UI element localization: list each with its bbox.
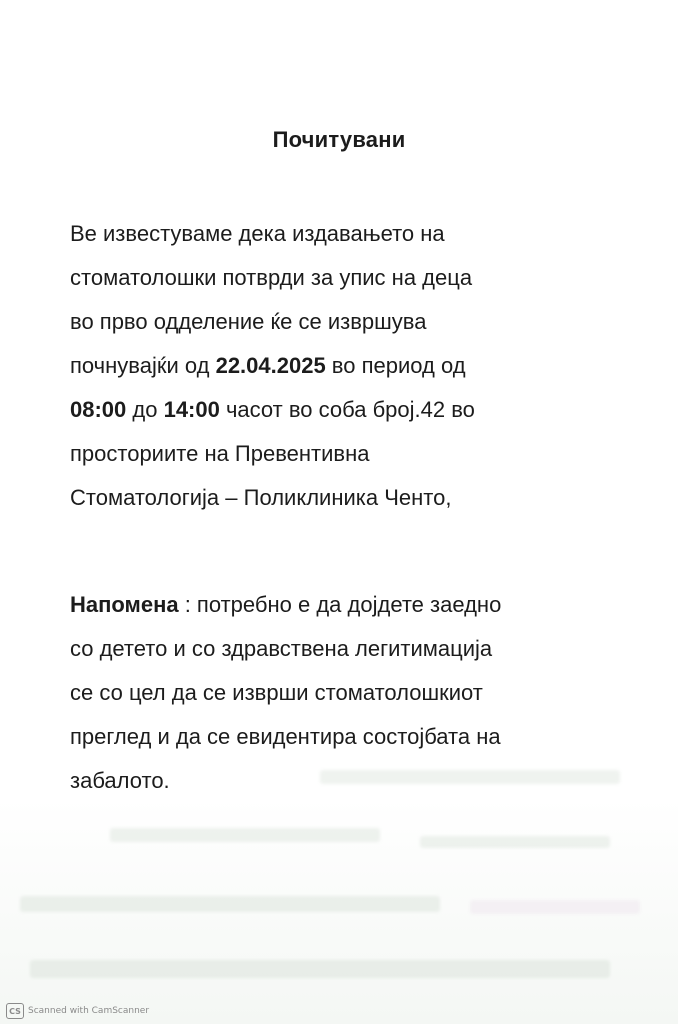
- start-time: 08:00: [70, 397, 127, 422]
- text-fragment: до: [126, 397, 164, 422]
- announcement-paragraph: [70, 212, 475, 520]
- text-line: се со цел да се изврши стоматолошкиот: [70, 680, 483, 705]
- bleed-through-mark: [470, 900, 640, 914]
- end-time: 14:00: [163, 397, 220, 422]
- start-date: 22.04.2025: [215, 353, 326, 378]
- text-line: со детето и со здравствена легитимација: [70, 636, 493, 661]
- watermark-text: Scanned with CamScanner: [28, 1006, 150, 1016]
- text-line: во прво одделение ќе се извршува: [70, 309, 427, 334]
- camscanner-logo-icon: CS: [6, 1003, 24, 1019]
- text-line: просториите на Превентивна: [70, 441, 370, 466]
- text-line: забалото.: [70, 768, 170, 793]
- bleed-through-mark: [30, 960, 610, 978]
- text-fragment: часот во соба број.42 во: [219, 397, 475, 422]
- bleed-through-mark: [110, 828, 380, 842]
- text-line: [70, 388, 475, 432]
- note-paragraph: [70, 583, 501, 803]
- text-line: Ве известуваме дека издавањето на: [70, 221, 445, 246]
- note-label: Напомена: [70, 592, 179, 617]
- bleed-through-mark: [20, 896, 440, 912]
- page-title: Почитувани: [272, 127, 406, 152]
- text-line: [70, 344, 475, 388]
- text-line: Стоматологија – Поликлиника Ченто,: [70, 485, 452, 510]
- bleed-through-mark: [420, 836, 610, 848]
- text-fragment: почнувајќи од: [70, 353, 216, 378]
- text-fragment: : потребно е да дојдете заедно: [178, 592, 502, 617]
- text-line: [70, 583, 501, 627]
- text-line: преглед и да се евидентира состојбата на: [70, 724, 501, 749]
- text-fragment: во период од: [325, 353, 466, 378]
- scanner-watermark: [6, 1003, 149, 1019]
- text-line: стоматолошки потврди за упис на деца: [70, 265, 473, 290]
